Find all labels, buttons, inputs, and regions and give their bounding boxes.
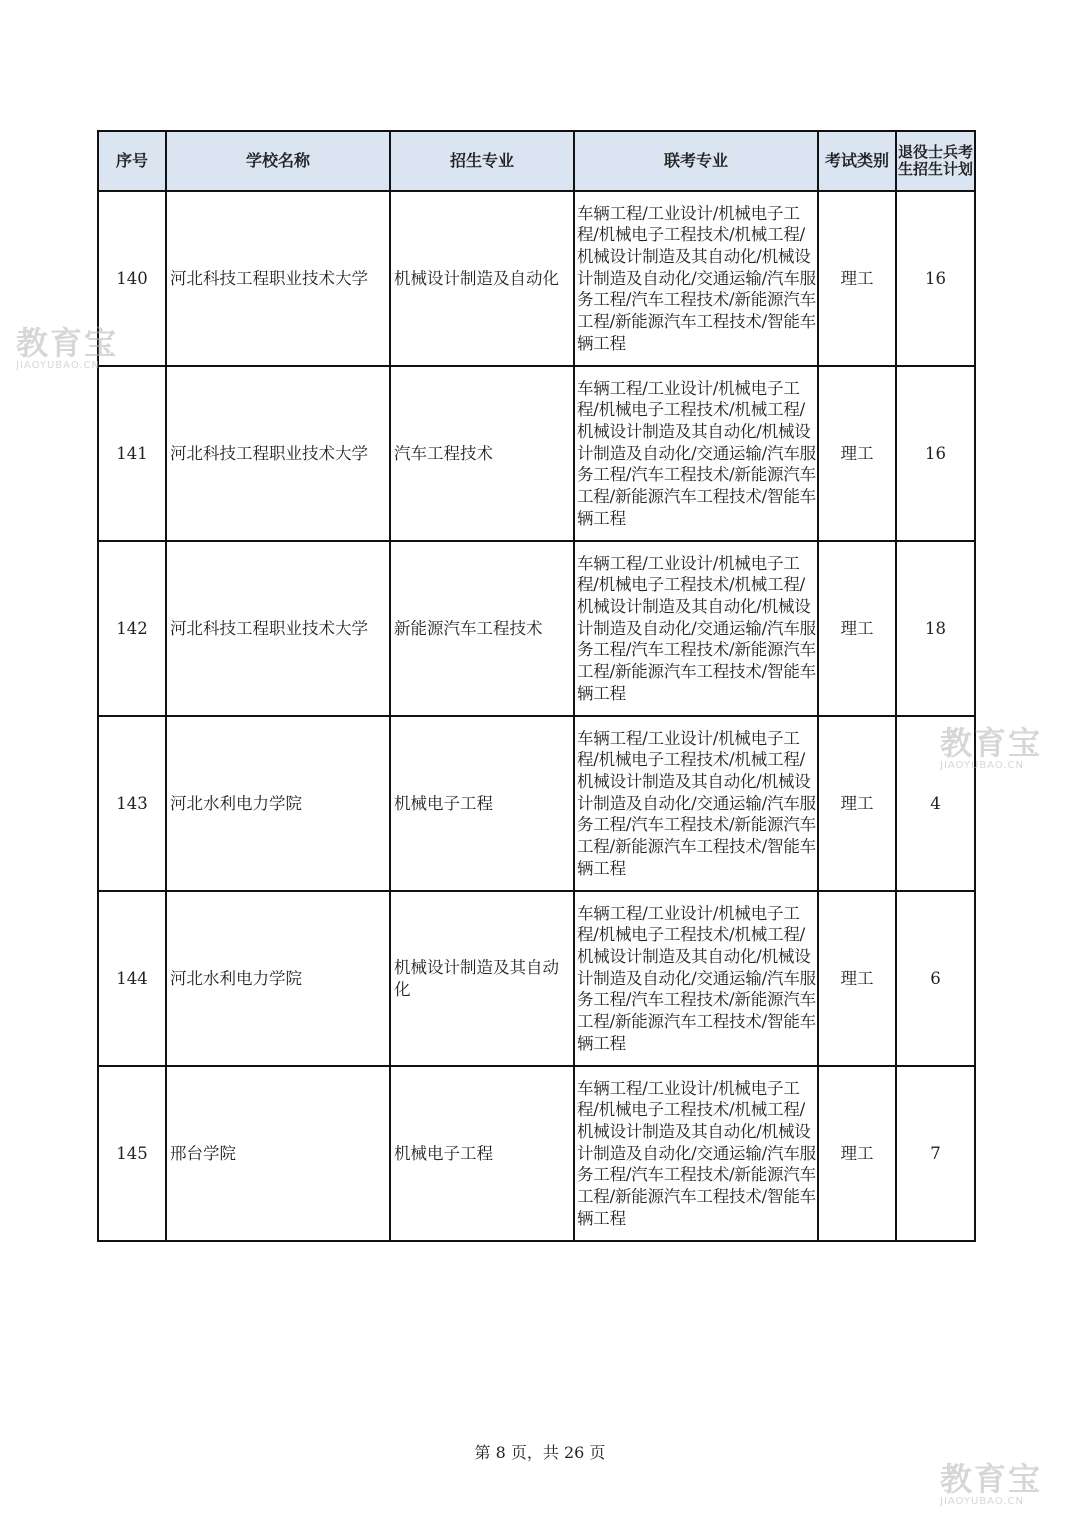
table-row (98, 191, 975, 366)
cell-no: 140 (98, 191, 166, 366)
cell-no: 143 (98, 716, 166, 891)
cell-major: 新能源汽车工程技术 (390, 541, 574, 716)
cell-category: 理工 (818, 1066, 896, 1241)
cell-plan: 4 (896, 716, 975, 891)
table-header-row (98, 131, 975, 191)
table-row (98, 541, 975, 716)
cell-category: 理工 (818, 191, 896, 366)
header-exam-category: 考试类别 (818, 131, 896, 191)
cell-major: 机械设计制造及自动化 (390, 191, 574, 366)
cell-joint-major: 车辆工程/工业设计/机械电子工程/机械电子工程技术/机械工程/机械设计制造及其自动化/机械设计制造及自动化/交通运输/汽车服务工程/汽车工程技术/新能源汽车工程/新能源汽车工程技术/智能车辆工程 (574, 541, 818, 716)
watermark-logo-text: 教育宝 (940, 724, 1043, 762)
watermark-logo-text: 教育宝 (16, 324, 119, 362)
cell-school: 河北科技工程职业技术大学 (166, 366, 390, 541)
cell-no: 142 (98, 541, 166, 716)
cell-major: 机械电子工程 (390, 716, 574, 891)
cell-no: 144 (98, 891, 166, 1066)
table-row (98, 366, 975, 541)
header-major: 招生专业 (390, 131, 574, 191)
cell-school: 河北水利电力学院 (166, 716, 390, 891)
cell-school: 河北水利电力学院 (166, 891, 390, 1066)
cell-major: 汽车工程技术 (390, 366, 574, 541)
watermark-logo (16, 326, 118, 372)
table-row (98, 1066, 975, 1241)
cell-plan: 16 (896, 191, 975, 366)
cell-school: 河北科技工程职业技术大学 (166, 541, 390, 716)
cell-joint-major: 车辆工程/工业设计/机械电子工程/机械电子工程技术/机械工程/机械设计制造及其自动化/机械设计制造及自动化/交通运输/汽车服务工程/汽车工程技术/新能源汽车工程/新能源汽车工程技术/智能车辆工程 (574, 891, 818, 1066)
cell-school: 河北科技工程职业技术大学 (166, 191, 390, 366)
watermark-domain-text: JIAOYUBAO.CN (940, 1496, 1024, 1507)
cell-plan: 18 (896, 541, 975, 716)
cell-no: 145 (98, 1066, 166, 1241)
header-school: 学校名称 (166, 131, 390, 191)
cell-major: 机械设计制造及其自动化 (390, 891, 574, 1066)
cell-plan: 7 (896, 1066, 975, 1241)
watermark-domain-text: JIAOYUBAO.CN (16, 360, 100, 371)
cell-joint-major: 车辆工程/工业设计/机械电子工程/机械电子工程技术/机械工程/机械设计制造及其自动化/机械设计制造及自动化/交通运输/汽车服务工程/汽车工程技术/新能源汽车工程/新能源汽车工程技术/智能车辆工程 (574, 191, 818, 366)
header-joint-major: 联考专业 (574, 131, 818, 191)
cell-joint-major: 车辆工程/工业设计/机械电子工程/机械电子工程技术/机械工程/机械设计制造及其自动化/机械设计制造及自动化/交通运输/汽车服务工程/汽车工程技术/新能源汽车工程/新能源汽车工程技术/智能车辆工程 (574, 366, 818, 541)
table-row (98, 891, 975, 1066)
cell-category: 理工 (818, 716, 896, 891)
cell-plan: 6 (896, 891, 975, 1066)
cell-plan: 16 (896, 366, 975, 541)
table-row (98, 716, 975, 891)
cell-category: 理工 (818, 541, 896, 716)
header-no: 序号 (98, 131, 166, 191)
admission-table (97, 130, 976, 1242)
cell-no: 141 (98, 366, 166, 541)
cell-category: 理工 (818, 366, 896, 541)
header-veteran-plan: 退役士兵考生招生计划 (896, 131, 975, 191)
cell-major: 机械电子工程 (390, 1066, 574, 1241)
watermark-logo (940, 726, 1042, 772)
page-footer: 第 8 页，共 26 页 (474, 1443, 606, 1462)
watermark-domain-text: JIAOYUBAO.CN (940, 760, 1024, 771)
cell-joint-major: 车辆工程/工业设计/机械电子工程/机械电子工程技术/机械工程/机械设计制造及其自动化/机械设计制造及自动化/交通运输/汽车服务工程/汽车工程技术/新能源汽车工程/新能源汽车工程技术/智能车辆工程 (574, 716, 818, 891)
cell-joint-major: 车辆工程/工业设计/机械电子工程/机械电子工程技术/机械工程/机械设计制造及其自动化/机械设计制造及自动化/交通运输/汽车服务工程/汽车工程技术/新能源汽车工程/新能源汽车工程技术/智能车辆工程 (574, 1066, 818, 1241)
watermark-logo-text: 教育宝 (940, 1460, 1043, 1498)
watermark-logo (940, 1462, 1042, 1508)
cell-category: 理工 (818, 891, 896, 1066)
cell-school: 邢台学院 (166, 1066, 390, 1241)
